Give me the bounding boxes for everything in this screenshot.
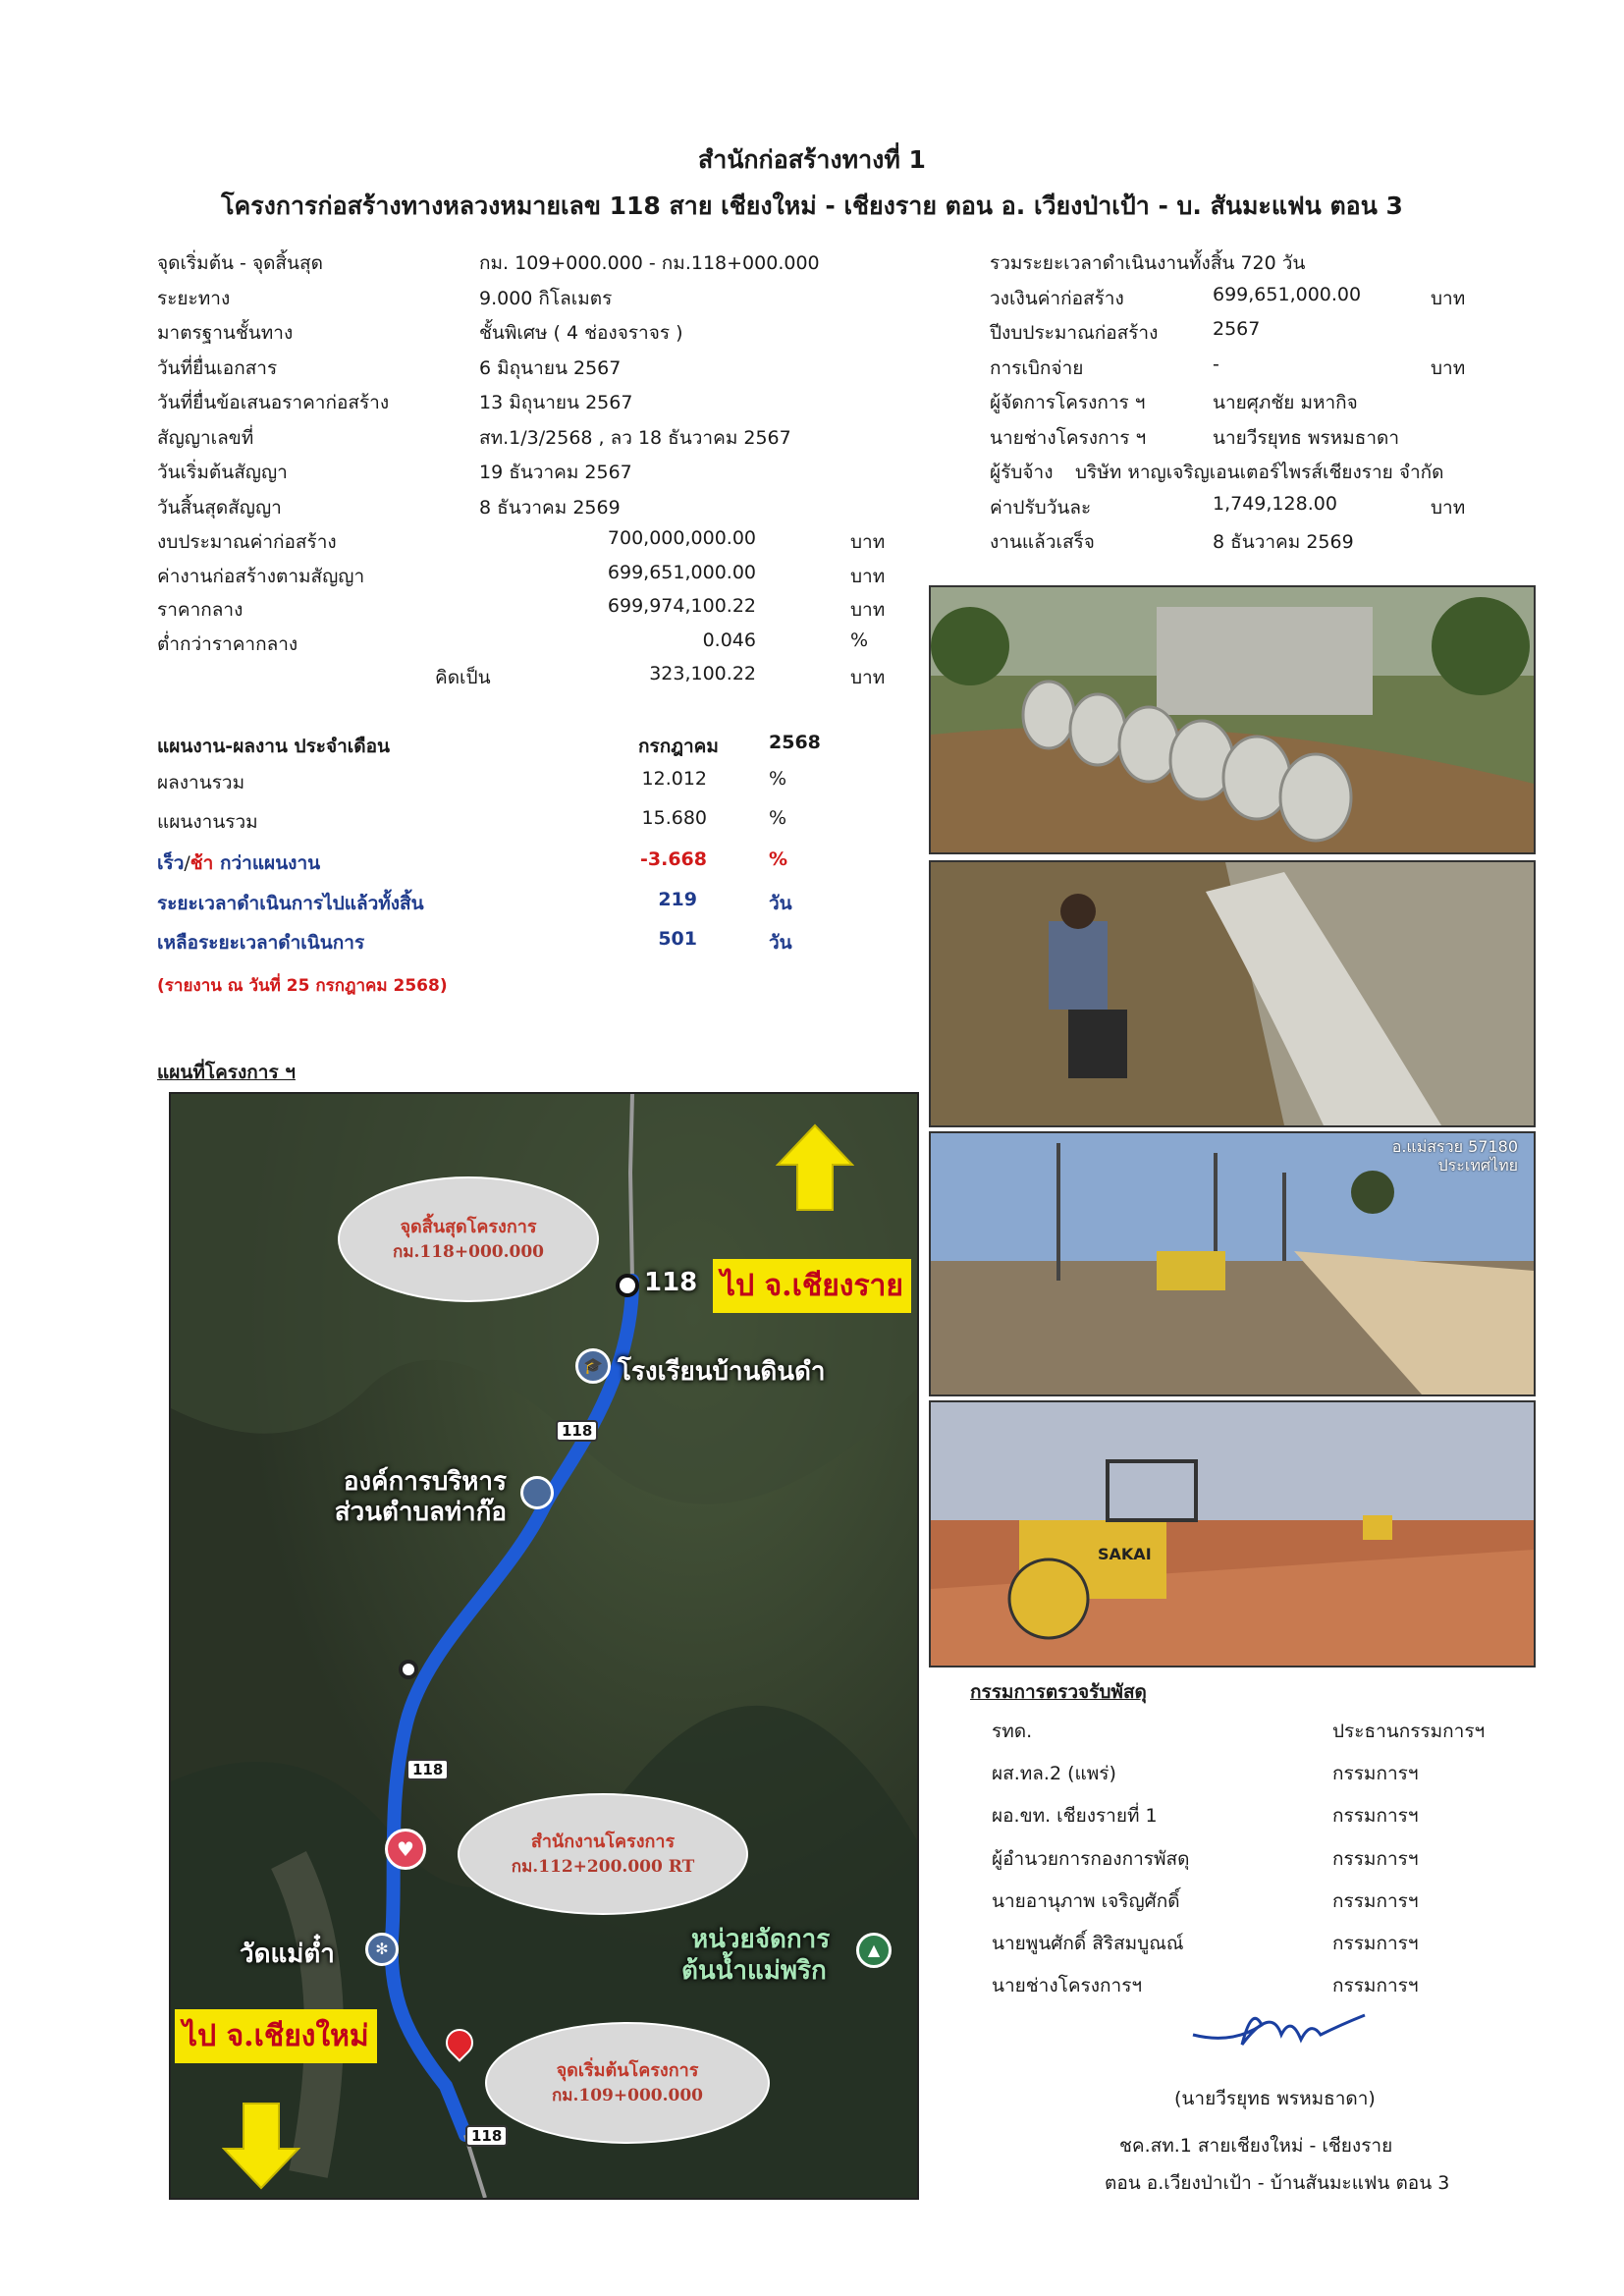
info-right-value: - [1213, 353, 1219, 375]
waypoint-icon [399, 1660, 418, 1679]
speed-value: -3.668 [640, 848, 707, 870]
office-bubble [458, 1793, 748, 1915]
map-heading: แผนที่โครงการ ฯ [157, 1062, 296, 1083]
committee-member-role: กรรมการฯ [1332, 1889, 1419, 1912]
budget-unit: % [850, 629, 869, 651]
info-value: 13 มิถุนายน 2567 [479, 392, 633, 413]
end-route-label: 118 [644, 1268, 698, 1297]
committee-heading: กรรมการตรวจรับพัสดุ [970, 1681, 1147, 1703]
budget-label: ต่ำกว่าราคากลาง [157, 632, 298, 655]
budget-value: 699,974,100.22 [607, 595, 756, 617]
remain-label: เหลือระยะเวลาดำเนินการ [157, 932, 365, 954]
place-temple: วัดแม่ต๋ำ [240, 1940, 335, 1969]
info-value: 9.000 กิโลเมตร [479, 287, 613, 309]
committee-member-role: ประธานกรรมการฯ [1332, 1721, 1486, 1742]
end-point-bubble [338, 1176, 599, 1302]
info-right-value: 8 ธันวาคม 2569 [1213, 531, 1354, 553]
info-right-label: วงเงินค่าก่อสร้าง [990, 287, 1124, 309]
budget-unit: บาท [850, 531, 886, 553]
route-shield-118: 118 [406, 1759, 449, 1780]
office-title: สำนักก่อสร้างทางที่ 1 [698, 145, 926, 174]
end-point-title: จุดสิ้นสุดโครงการ [400, 1216, 537, 1237]
info-right-label: ผู้รับจ้าง [990, 462, 1054, 483]
info-right-label: ผู้จัดการโครงการ ฯ [990, 392, 1146, 413]
photo-roller-image [931, 1402, 1534, 1666]
committee-member-name: นายช่างโครงการฯ [992, 1975, 1143, 1997]
progress-label: ผลงานรวม [157, 772, 245, 793]
speed-slow: ช้า [189, 852, 214, 874]
budget-label: ราคากลาง [157, 599, 244, 621]
info-value: สท.1/3/2568 , ลว 18 ธันวาคม 2567 [479, 426, 791, 449]
photo-watermark [1392, 1137, 1518, 1175]
arrow-up-icon [776, 1123, 854, 1212]
project-title: โครงการก่อสร้างทางหลวงหมายเลข 118 สาย เชียงใหม่ - เชียงราย ตอน อ. เวียงป่าเป้า - บ. สันมะแฟน ตอน 3 [221, 191, 1403, 220]
project-map [169, 1092, 919, 2200]
elapsed-value: 219 [658, 889, 697, 910]
info-value: 8 ธันวาคม 2569 [479, 496, 621, 519]
info-value: 19 ธันวาคม 2567 [479, 462, 632, 483]
elapsed-label: ระยะเวลาดำเนินการไปแล้วทั้งสิ้น [157, 893, 424, 914]
to-chiangmai-label: ไป จ.เชียงใหม่ [175, 2009, 377, 2063]
committee-member-name: ผู้อำนวยการกองการพัสดุ [992, 1847, 1190, 1870]
signature [1183, 1986, 1380, 2064]
school-icon: 🎓 [575, 1348, 611, 1384]
info-right-label: รวมระยะเวลาดำเนินงานทั้งสิ้น 720 วัน [990, 252, 1306, 274]
info-value: ชั้นพิเศษ ( 4 ช่องจราจร ) [479, 322, 683, 344]
budget-value: 323,100.22 [649, 663, 756, 684]
end-point-km: กม.118+000.000 [392, 1241, 545, 1262]
office-km: กม.112+200.000 RT [511, 1856, 695, 1877]
budget-unit: บาท [850, 599, 886, 621]
budget-unit: บาท [850, 565, 886, 587]
committee-member-role: กรรมการฯ [1332, 1933, 1419, 1954]
watermark-line1: อ.แม่สรวย 57180 [1391, 1137, 1518, 1156]
info-right-value: 2567 [1213, 318, 1261, 340]
to-chiangrai-label: ไป จ.เชียงราย [713, 1259, 911, 1313]
committee-member-role: กรรมการฯ [1332, 1975, 1419, 1997]
start-point-km: กม.109+000.000 [551, 2085, 704, 2105]
arrow-down-icon [222, 2102, 300, 2190]
info-label: มาตรฐานชั้นทาง [157, 322, 294, 344]
info-right-label: นายช่างโครงการ ฯ [990, 426, 1147, 449]
photo-compacting [929, 860, 1536, 1127]
committee-member-name: ผอ.ขท. เชียงรายที่ 1 [992, 1805, 1158, 1828]
info-right-unit: บาท [1431, 496, 1466, 519]
route-shield-118: 118 [556, 1420, 598, 1442]
forest-icon: ▲ [856, 1933, 892, 1968]
temple-icon: ✻ [365, 1933, 399, 1966]
budget-value: 700,000,000.00 [607, 527, 756, 549]
progress-value: 15.680 [641, 807, 707, 829]
elapsed-unit: วัน [769, 893, 792, 914]
info-label: ระยะทาง [157, 287, 231, 309]
place-forest-line2: ต้นน้ำแม่พริก [681, 1956, 827, 1986]
info-value: กม. 109+000.000 - กม.118+000.000 [479, 252, 820, 274]
info-right-label: ปีงบประมาณก่อสร้าง [990, 322, 1159, 344]
info-right-label: งานแล้วเสร็จ [990, 531, 1095, 553]
photo-compacting-image [931, 862, 1534, 1125]
remain-unit: วัน [769, 932, 792, 954]
budget-label: คิดเป็น [435, 667, 491, 688]
info-label: วันที่ยื่นข้อเสนอราคาก่อสร้าง [157, 392, 390, 413]
speed-fast: เร็ว [157, 852, 185, 874]
place-tao-line2: ส่วนตำบลท่าก๊อ [334, 1498, 507, 1527]
info-right-value: 699,651,000.00 [1213, 283, 1362, 305]
budget-unit: บาท [850, 667, 886, 688]
info-value: 6 มิถุนายน 2567 [479, 356, 622, 379]
budget-label: งบประมาณค่าก่อสร้าง [157, 531, 337, 553]
committee-member-role: กรรมการฯ [1332, 1805, 1419, 1828]
info-right-value: บริษัท หาญเจริญเอนเตอร์ไพรส์เชียงราย จำกัด [1075, 462, 1444, 483]
report-note: (รายงาน ณ วันที่ 25 กรกฎาคม 2568) [157, 976, 448, 996]
photo-grader [929, 1131, 1536, 1396]
speed-label [157, 848, 320, 878]
progress-heading: แผนงาน-ผลงาน ประจำเดือน [157, 736, 391, 757]
info-right-value: 1,749,128.00 [1213, 492, 1337, 515]
committee-member-name: นายอานุภาพ เจริญศักดิ์ [992, 1889, 1180, 1912]
budget-label: ค่างานก่อสร้างตามสัญญา [157, 565, 365, 587]
start-point-title: จุดเริ่มต้นโครงการ [556, 2059, 699, 2081]
photo-pipe-laying-image [931, 587, 1534, 852]
budget-value: 0.046 [702, 629, 756, 651]
route-shield-118: 118 [465, 2125, 508, 2147]
office-title: สำนักงานโครงการ [530, 1831, 676, 1852]
info-right-label: ค่าปรับวันละ [990, 496, 1092, 519]
photo-roller [929, 1400, 1536, 1667]
info-label: วันเริ่มต้นสัญญา [157, 462, 288, 483]
tao-icon [520, 1476, 554, 1509]
info-label: จุดเริ่มต้น - จุดสิ้นสุด [157, 252, 323, 274]
progress-value: 12.012 [641, 768, 707, 790]
speed-unit: % [769, 848, 788, 870]
speed-sep: / [184, 852, 190, 874]
budget-value: 699,651,000.00 [607, 561, 756, 583]
progress-month: กรกฎาคม [638, 736, 719, 757]
signer-position-2: ตอน อ.เวียงป่าเป้า - บ้านสันมะแฟน ตอน 3 [1105, 2172, 1450, 2194]
info-right-unit: บาท [1431, 287, 1466, 309]
info-right-unit: บาท [1431, 356, 1466, 379]
place-school: โรงเรียนบ้านดินดำ [618, 1357, 826, 1387]
office-heart-icon: ♥ [385, 1829, 426, 1870]
info-right-value: นายศุภชัย มหากิจ [1213, 392, 1358, 413]
signer-position-1: ชค.สท.1 สายเชียงใหม่ - เชียงราย [1119, 2135, 1393, 2157]
end-point-icon [616, 1274, 639, 1297]
info-label: สัญญาเลขที่ [157, 426, 254, 449]
progress-label: แผนงานรวม [157, 811, 258, 833]
committee-member-name: ผส.ทล.2 (แพร่) [992, 1763, 1116, 1785]
start-point-bubble [485, 2022, 770, 2144]
progress-year: 2568 [769, 732, 821, 753]
info-right-value: นายวีรยุทธ พรหมธาดา [1213, 426, 1400, 449]
committee-member-name: รทด. [992, 1721, 1033, 1742]
committee-member-role: กรรมการฯ [1332, 1763, 1419, 1785]
photo-pipe-laying [929, 585, 1536, 854]
committee-member-role: กรรมการฯ [1332, 1847, 1419, 1870]
speed-rest: กว่าแผนงาน [213, 852, 321, 874]
remain-value: 501 [658, 928, 697, 950]
info-label: วันสิ้นสุดสัญญา [157, 496, 282, 519]
info-label: วันที่ยื่นเอกสาร [157, 356, 278, 379]
info-right-label: การเบิกจ่าย [990, 356, 1084, 379]
committee-member-name: นายพูนศักดิ์ สิริสมบูณณ์ [992, 1933, 1184, 1954]
place-forest-line1: หน่วยจัดการ [691, 1925, 831, 1954]
place-tao-line1: องค์การบริหาร [343, 1467, 507, 1497]
watermark-line2: ประเทศไทย [1437, 1156, 1518, 1175]
signer-name: (นายวีรยุทธ พรหมธาดา) [1174, 2088, 1376, 2109]
progress-unit: % [769, 768, 787, 790]
roller-brand: SAKAI [1098, 1545, 1152, 1563]
progress-unit: % [769, 807, 787, 829]
